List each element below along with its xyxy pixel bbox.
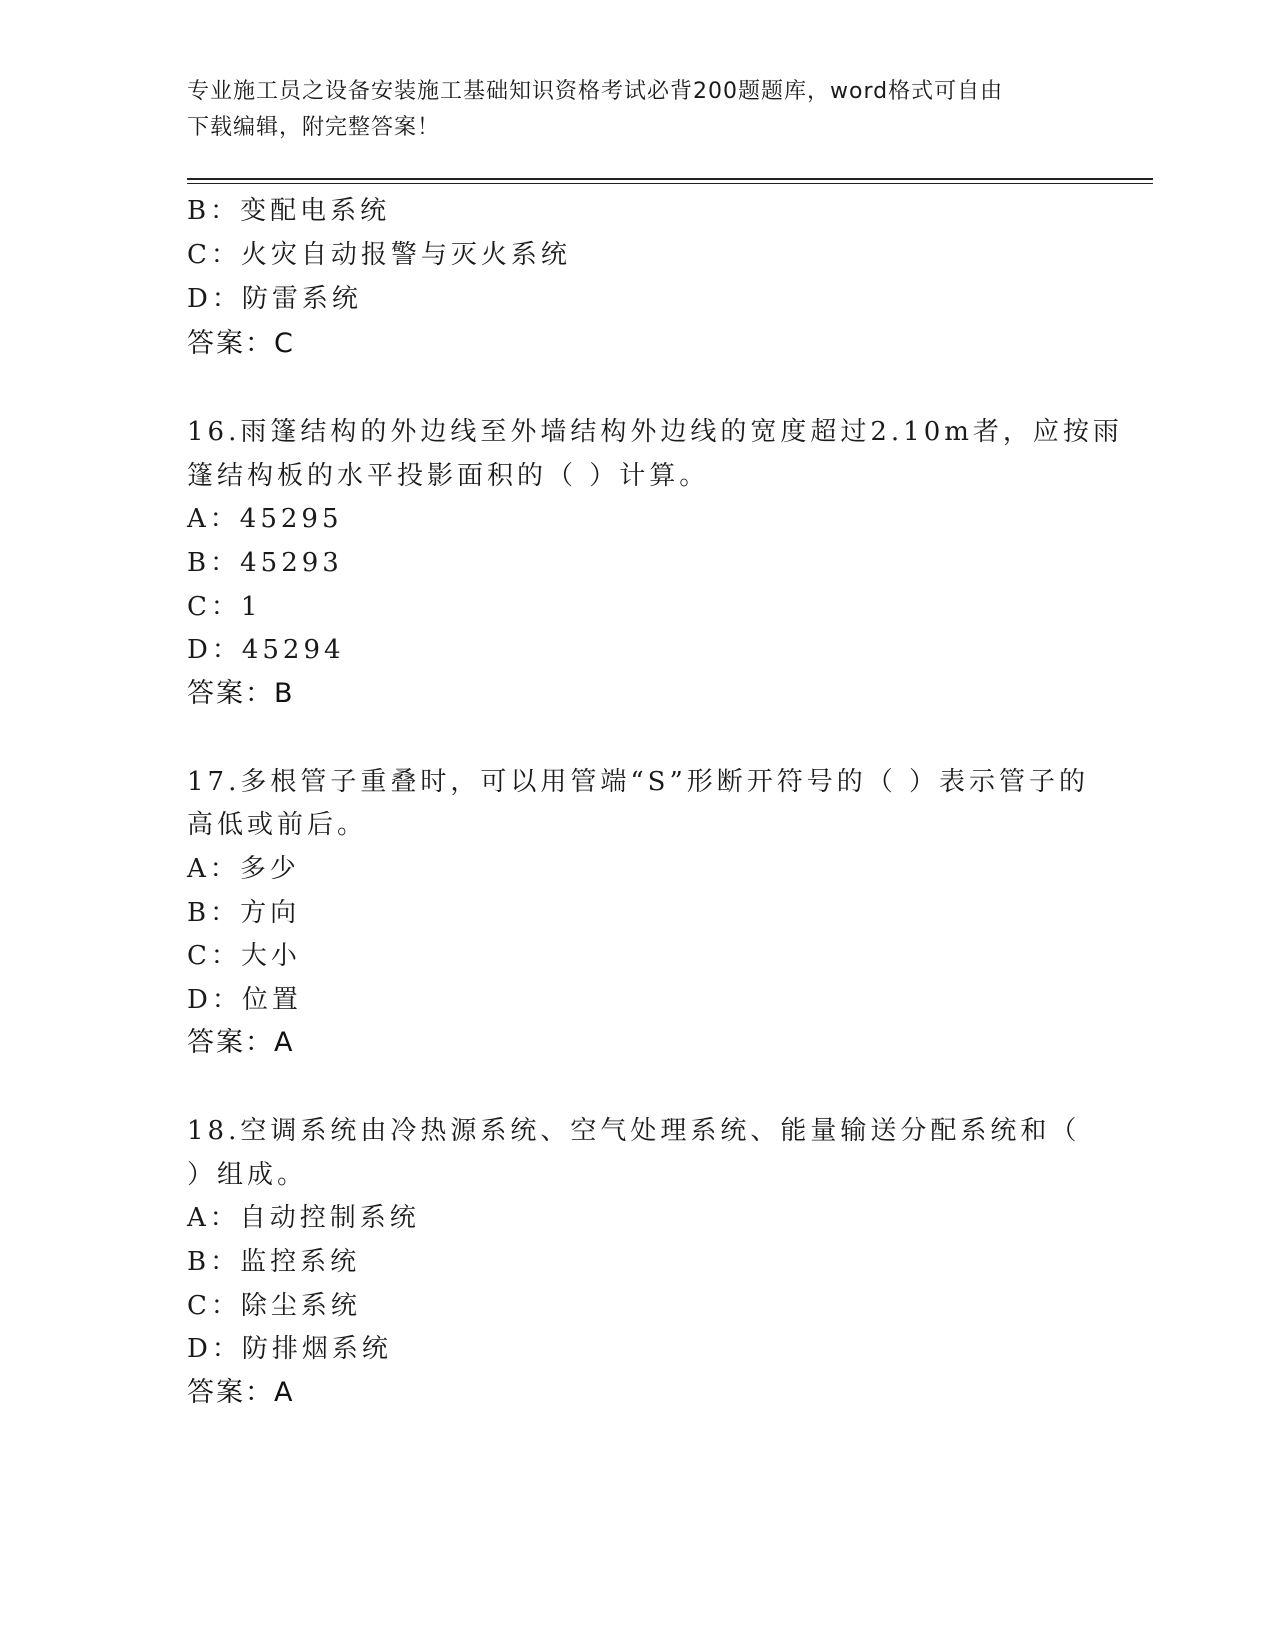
q17-option-a: A：多少 — [187, 854, 300, 884]
q16-stem-line-2: 篷结构板的水平投影面积的（ ）计算。 — [187, 461, 710, 491]
q17-stem-line-2: 高低或前后。 — [187, 810, 368, 840]
q18-answer: 答案：A — [187, 1377, 295, 1408]
q16-option-d: D：45294 — [187, 635, 345, 665]
q16-option-c: C：1 — [187, 592, 262, 622]
q16-option-b: B：45293 — [187, 548, 343, 578]
q17-answer: 答案：A — [187, 1027, 295, 1058]
q17-option-d: D：位置 — [187, 985, 302, 1015]
q16-answer: 答案：B — [187, 678, 295, 709]
q17-option-c: C：大小 — [187, 941, 301, 971]
q17-stem-line-1: 17.多根管子重叠时，可以用管端“S”形断开符号的（ ）表示管子的 — [187, 767, 1090, 797]
q18-option-a: A：自动控制系统 — [187, 1203, 420, 1233]
q18-option-b: B：监控系统 — [187, 1247, 361, 1277]
q17-option-b: B：方向 — [187, 898, 301, 928]
document-header — [187, 74, 1067, 146]
q15-option-b: B：变配电系统 — [187, 196, 391, 226]
header-line-1: 专业施工员之设备安装施工基础知识资格考试必背200题题库，word格式可自由 — [187, 79, 1004, 104]
q18-stem-line-1: 18.空调系统由冷热源系统、空气处理系统、能量输送分配系统和（ — [187, 1116, 1081, 1146]
header-divider-thick — [187, 178, 1153, 180]
q18-option-d: D：防排烟系统 — [187, 1334, 392, 1364]
q15-option-d: D：防雷系统 — [187, 284, 362, 314]
q16-option-a: A：45295 — [187, 504, 343, 534]
q18-option-c: C：除尘系统 — [187, 1291, 361, 1321]
header-divider-thin — [187, 183, 1153, 184]
header-line-2: 下载编辑，附完整答案！ — [187, 115, 441, 140]
q15-answer: 答案：C — [187, 328, 295, 359]
q15-option-c: C：火灾自动报警与灭火系统 — [187, 240, 571, 270]
q18-stem-line-2: ）组成。 — [187, 1160, 308, 1190]
q16-stem-line-1: 16.雨篷结构的外边线至外墙结构外边线的宽度超过2.10m者，应按雨 — [187, 417, 1123, 447]
